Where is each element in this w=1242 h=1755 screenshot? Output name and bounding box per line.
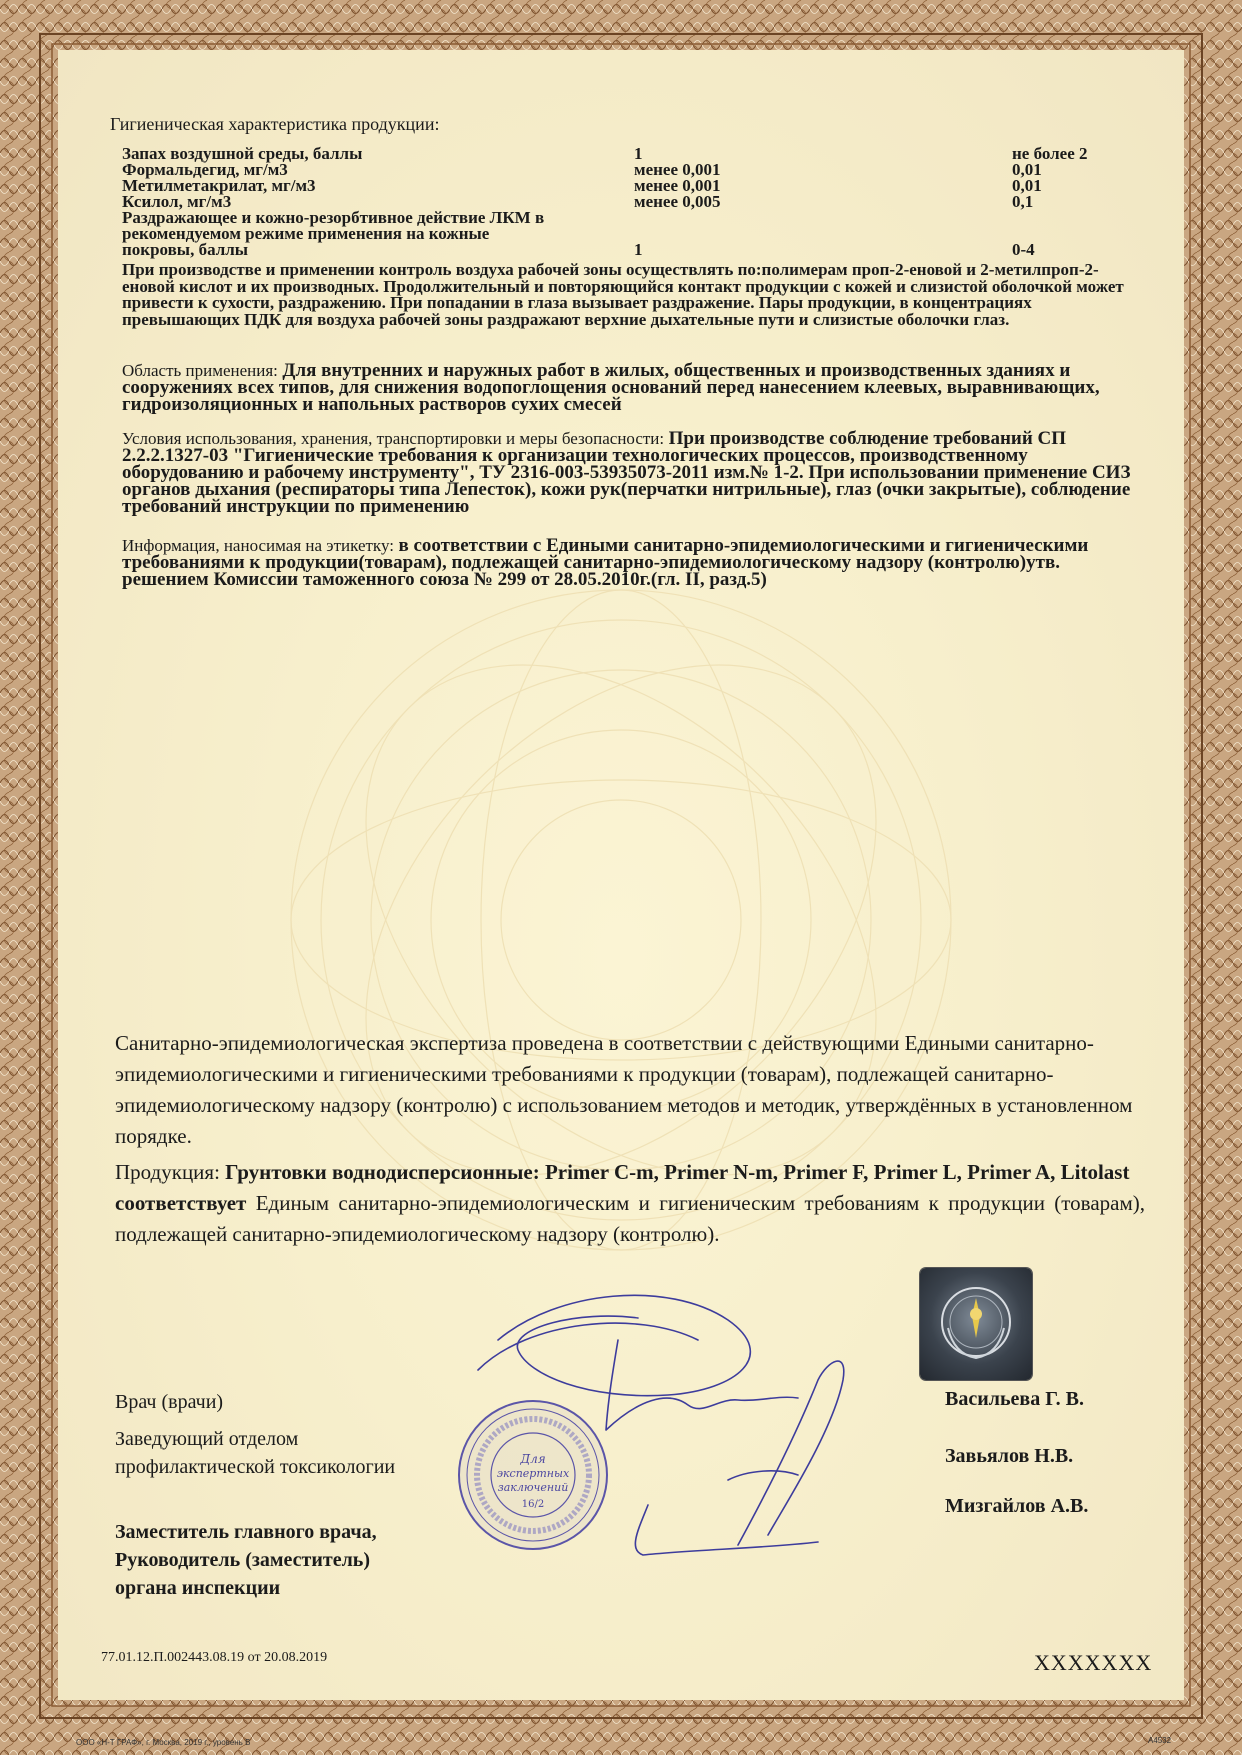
registration-code: 77.01.12.П.002443.08.19 xyxy=(101,1650,245,1665)
stamp-text: заключений xyxy=(497,1481,569,1494)
application-area-text: Для внутренних и наружных работ в жилых, общественных и производственных зданиях и сооружениях всех типов, для снижения водопоглощения оснований перед нанесением клеевых, выравнивающих, гидроизоляционных и напольных растворов сухих смесей xyxy=(122,360,1100,415)
serial-number: XXXXXXX xyxy=(1034,1650,1153,1675)
table-row xyxy=(122,178,1102,194)
stamp-text: экспертных xyxy=(496,1467,570,1480)
registration-number xyxy=(101,1650,327,1666)
table-row xyxy=(122,210,1102,258)
doctor-label: Врач (врачи) xyxy=(115,1391,224,1413)
indicator-name: Раздражающее и кожно-резорбтивное действие ЛКМ в рекомендуемом режиме применения на кожные покровы, баллы xyxy=(122,208,545,259)
hygiene-intro: Гигиеническая характеристика продукции: xyxy=(110,114,440,134)
product-label: Продукция: xyxy=(115,1160,220,1184)
label-info xyxy=(122,537,1137,588)
indicator-value: 1 xyxy=(634,144,643,163)
indicator-value: 1 xyxy=(634,240,643,259)
hygiene-table xyxy=(122,146,1102,258)
stamp-number: 16/2 xyxy=(521,1499,545,1510)
product-statement xyxy=(115,1157,1145,1250)
head-label-line: профилактической токсикологии xyxy=(115,1456,396,1478)
head-label xyxy=(115,1425,395,1481)
application-area-label: Область применения: xyxy=(122,361,278,380)
registration-date: 20.08.2019 xyxy=(264,1650,328,1665)
label-info-label: Информация, наносимая на этикетку: xyxy=(122,536,394,555)
stamp-text: Для xyxy=(520,1452,546,1466)
product-name: Грунтовки воднодисперсионные: Primer C-m, Primer N-m, Primer F, Primer L, Primer A, Litolast xyxy=(225,1160,1130,1184)
indicator-norm: 0,1 xyxy=(1012,192,1034,211)
doctor-name: Васильева Г. В. xyxy=(945,1388,1085,1410)
usage-conditions xyxy=(122,430,1137,515)
registration-from: от xyxy=(247,1650,261,1665)
indicator-name: Формальдегид, мг/м3 xyxy=(122,160,288,179)
product-conclusion: Единым санитарно-эпидемиологическим и гигиеническим требованиям к продукции (товарам), подлежащей санитарно-эпидемиологическому надзору (контролю). xyxy=(115,1191,1145,1246)
indicator-value: менее 0,001 xyxy=(634,160,721,179)
hygiene-note: При производстве и применении контроль воздуха рабочей зоны осуществлять по:полимерам проп-2-еновой и 2-метилпроп-2-еновой кислот и их производных. Продолжительный и повторяющийся контакт продукции с кожей и слизистой оболочкой может привести к сухости, раздражению. При попадании в глаза вызывает раздражение. Пары продукции, в концентрациях превышающих ПДК для воздуха рабочей зоны раздражают верхние дыхательные пути и слизистые оболочки глаз. xyxy=(122,260,1124,329)
usage-conditions-label: Условия использования, хранения, транспортировки и меры безопасности: xyxy=(122,429,665,448)
indicator-value: менее 0,005 xyxy=(634,192,721,211)
indicator-norm: не более 2 xyxy=(1012,144,1088,163)
application-area xyxy=(122,362,1137,413)
indicator-name: Запах воздушной среды, баллы xyxy=(122,144,363,163)
form-code: А4532 xyxy=(1148,1736,1172,1745)
indicator-norm: 0,01 xyxy=(1012,160,1042,179)
document-body xyxy=(58,50,1184,1700)
indicator-norm: 0,01 xyxy=(1012,176,1042,195)
deputy-label-line: Руководитель (заместитель) xyxy=(115,1549,371,1571)
deputy-label-line: органа инспекции xyxy=(115,1577,281,1599)
signature-scribbles xyxy=(438,1280,898,1580)
deputy-label-line: Заместитель главного врача, xyxy=(115,1521,377,1543)
printer-imprint: ООО «Н-Т ГРАФ», г. Москва, 2019 г., уровень В xyxy=(76,1738,251,1747)
complies-word: соответствует xyxy=(115,1191,247,1215)
indicator-value: менее 0,001 xyxy=(634,176,721,195)
deputy-label xyxy=(115,1518,377,1602)
head-name: Завьялов Н.В. xyxy=(945,1445,1074,1467)
indicator-norm: 0-4 xyxy=(1012,240,1035,259)
label-info-text: в соответствии с Едиными санитарно-эпидемиологическими и гигиеническими требованиями к продукции(товарам), подлежащей санитарно-эпидемиологическому надзору (контролю)утв. решением Комиссии таможенного союза № 299 от 28.05.2010г.(гл. II, разд.5) xyxy=(122,535,1089,590)
indicator-name: Метилметакрилат, мг/м3 xyxy=(122,176,316,195)
usage-conditions-text: При производстве соблюдение требований СП 2.2.2.1327-03 "Гигиенические требования к организации технологических процессов, производственному оборудованию и рабочему инструменту", ТУ 2316-003-53935073-2011 изм.№ 1-2. При использовании применение СИЗ органов дыхания (респираторы типа Лепесток), кожи рук(перчатки нитрильные), глаз (очки закрытые), соблюдение требований инструкции по применению xyxy=(122,428,1131,517)
indicator-name: Ксилол, мг/м3 xyxy=(122,192,232,211)
expertise-statement: Санитарно-эпидемиологическая экспертиза проведена в соответствии с действующими Едиными санитарно-эпидемиологическими и гигиеническими требованиями к продукции (товарам), подлежащей санитарно-эпидемиологическому надзору (контролю) с использованием методов и методик, утверждённых в установленном порядке. xyxy=(115,1031,1133,1148)
head-label-line: Заведующий отделом xyxy=(115,1428,299,1450)
deputy-name: Мизгайлов А.В. xyxy=(945,1495,1089,1517)
hologram-seal xyxy=(920,1268,1032,1380)
